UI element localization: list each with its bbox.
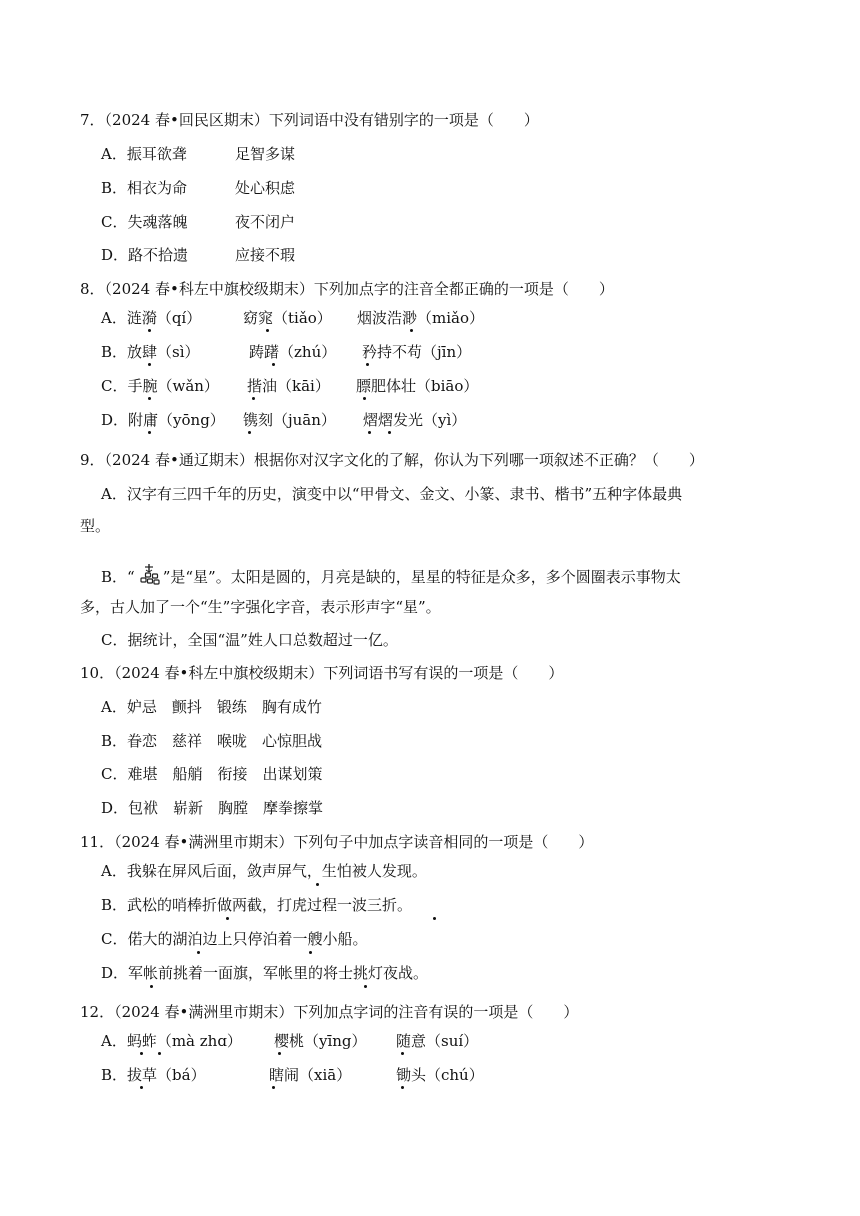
option-term: 处心积虑	[235, 179, 296, 197]
emphasis-dot	[197, 951, 200, 954]
option-b-prefix: B．“	[101, 568, 135, 586]
question-12-stem: 12．（2024 春•满洲里市期末）下列加点字词的注音有误的一项是（ ）	[80, 1003, 579, 1021]
option-term: A．涟漪（qí）	[101, 309, 202, 327]
question-9-option-c: C．据统计，全国“温”姓人口总数超过一亿。	[101, 631, 398, 649]
question-11-stem: 11．（2024 春•满洲里市期末）下列句子中加点字读音相同的一项是（ ）	[80, 833, 594, 851]
emphasis-dot	[309, 951, 312, 954]
option-term: 膘肥体壮（biāo）	[356, 377, 479, 395]
option-term: B．相衣为命	[101, 179, 188, 197]
option-term: 矜持不苟（jīn）	[362, 343, 472, 361]
question-9-option-b-line-1	[101, 563, 681, 588]
option-term: B．拔草（bá）	[101, 1066, 206, 1084]
question-10-option-b: B．眷恋 慈祥 喉咙 心惊胆战	[101, 732, 323, 750]
option-term: 镌刻（juān）	[243, 411, 336, 429]
emphasis-dot	[433, 917, 436, 920]
emphasis-dot	[401, 1052, 404, 1055]
emphasis-dot	[388, 431, 391, 434]
option-term: 樱桃（yīng）	[274, 1032, 367, 1050]
option-term: C．失魂落魄	[101, 213, 188, 231]
option-term: 窈窕（tiǎo）	[243, 309, 332, 327]
question-11-option-c: C．偌大的湖泊边上只停泊着一艘小船。	[101, 930, 368, 948]
option-term: 熠熠发光（yì）	[363, 411, 467, 429]
option-term: 随意（suí）	[396, 1032, 479, 1050]
emphasis-dot	[401, 1086, 404, 1089]
emphasis-dot	[148, 329, 151, 332]
question-10-stem: 10．（2024 春•科左中旗校级期末）下列词语书写有误的一项是（ ）	[80, 664, 564, 682]
option-term: 揩油（kāi）	[247, 377, 330, 395]
emphasis-dot	[248, 431, 251, 434]
question-9-stem: 9．（2024 春•通辽期末）根据你对汉字文化的了解，你认为下列哪一项叙述不正确？（ ）	[80, 451, 704, 469]
option-term: A．振耳欲聋	[101, 145, 187, 163]
option-term: D．附庸（yōng）	[101, 411, 225, 429]
emphasis-dot	[272, 1086, 275, 1089]
ancient-star-glyph-icon	[135, 563, 163, 587]
emphasis-dot	[158, 1052, 161, 1055]
option-term: 锄头（chú）	[396, 1066, 484, 1084]
question-9-option-b-line-2: 多，古人加了一个“生”字强化字音，表示形声字“星”。	[80, 598, 441, 616]
question-9-option-a-line-1: A．汉字有三四千年的历史，演变中以“甲骨文、金文、小篆、隶书、楷书”五种字体最典	[101, 485, 683, 503]
option-term: C．手腕（wǎn）	[101, 377, 219, 395]
emphasis-dot	[140, 1052, 143, 1055]
emphasis-dot	[410, 329, 413, 332]
question-8-stem: 8．（2024 春•科左中旗校级期末）下列加点字的注音全都正确的一项是（ ）	[80, 280, 614, 298]
option-term: 瞎闹（xiā）	[269, 1066, 352, 1084]
emphasis-dot	[148, 363, 151, 366]
question-9-option-a-line-2: 型。	[80, 517, 111, 535]
question-10-option-d: D．包袱 崭新 胸膛 摩拳擦掌	[101, 799, 324, 817]
option-term: 夜不闭户	[235, 213, 296, 231]
question-7-stem: 7．（2024 春•回民区期末）下列词语中没有错别字的一项是（ ）	[80, 111, 539, 129]
question-10-option-c: C．难堪 船艄 衔接 出谋划策	[101, 765, 323, 783]
emphasis-dot	[363, 397, 366, 400]
emphasis-dot	[150, 985, 153, 988]
option-term: A．蚂蚱（mà zhɑ）	[101, 1032, 242, 1050]
emphasis-dot	[148, 431, 151, 434]
emphasis-dot	[278, 1052, 281, 1055]
option-term: D．路不拾遗	[101, 246, 189, 264]
emphasis-dot	[368, 431, 371, 434]
emphasis-dot	[140, 1086, 143, 1089]
emphasis-dot	[316, 883, 319, 886]
emphasis-dot	[266, 329, 269, 332]
option-term: B．放肆（sì）	[101, 343, 200, 361]
emphasis-dot	[272, 363, 275, 366]
option-term: 踌躇（zhú）	[249, 343, 337, 361]
question-10-option-a: A．妒忌 颤抖 锻练 胸有成竹	[101, 698, 322, 716]
option-term: 足智多谋	[235, 145, 296, 163]
option-b-text: ”是“星”。太阳是圆的，月亮是缺的，星星的特征是众多，多个圆圈表示事物太	[162, 568, 681, 586]
emphasis-dot	[364, 985, 367, 988]
emphasis-dot	[148, 397, 151, 400]
question-11-option-a: A．我躲在屏风后面，敛声屏气，生怕被人发现。	[101, 862, 427, 880]
option-term: 应接不瑕	[235, 246, 296, 264]
option-term: 烟波浩渺（miǎo）	[357, 309, 484, 327]
question-11-option-b: B．武松的哨棒折做两截，打虎过程一波三折。	[101, 896, 413, 914]
question-11-option-d: D．军帐前挑着一面旗，军帐里的将士挑灯夜战。	[101, 964, 429, 982]
emphasis-dot	[366, 363, 369, 366]
emphasis-dot	[252, 397, 255, 400]
emphasis-dot	[226, 917, 229, 920]
